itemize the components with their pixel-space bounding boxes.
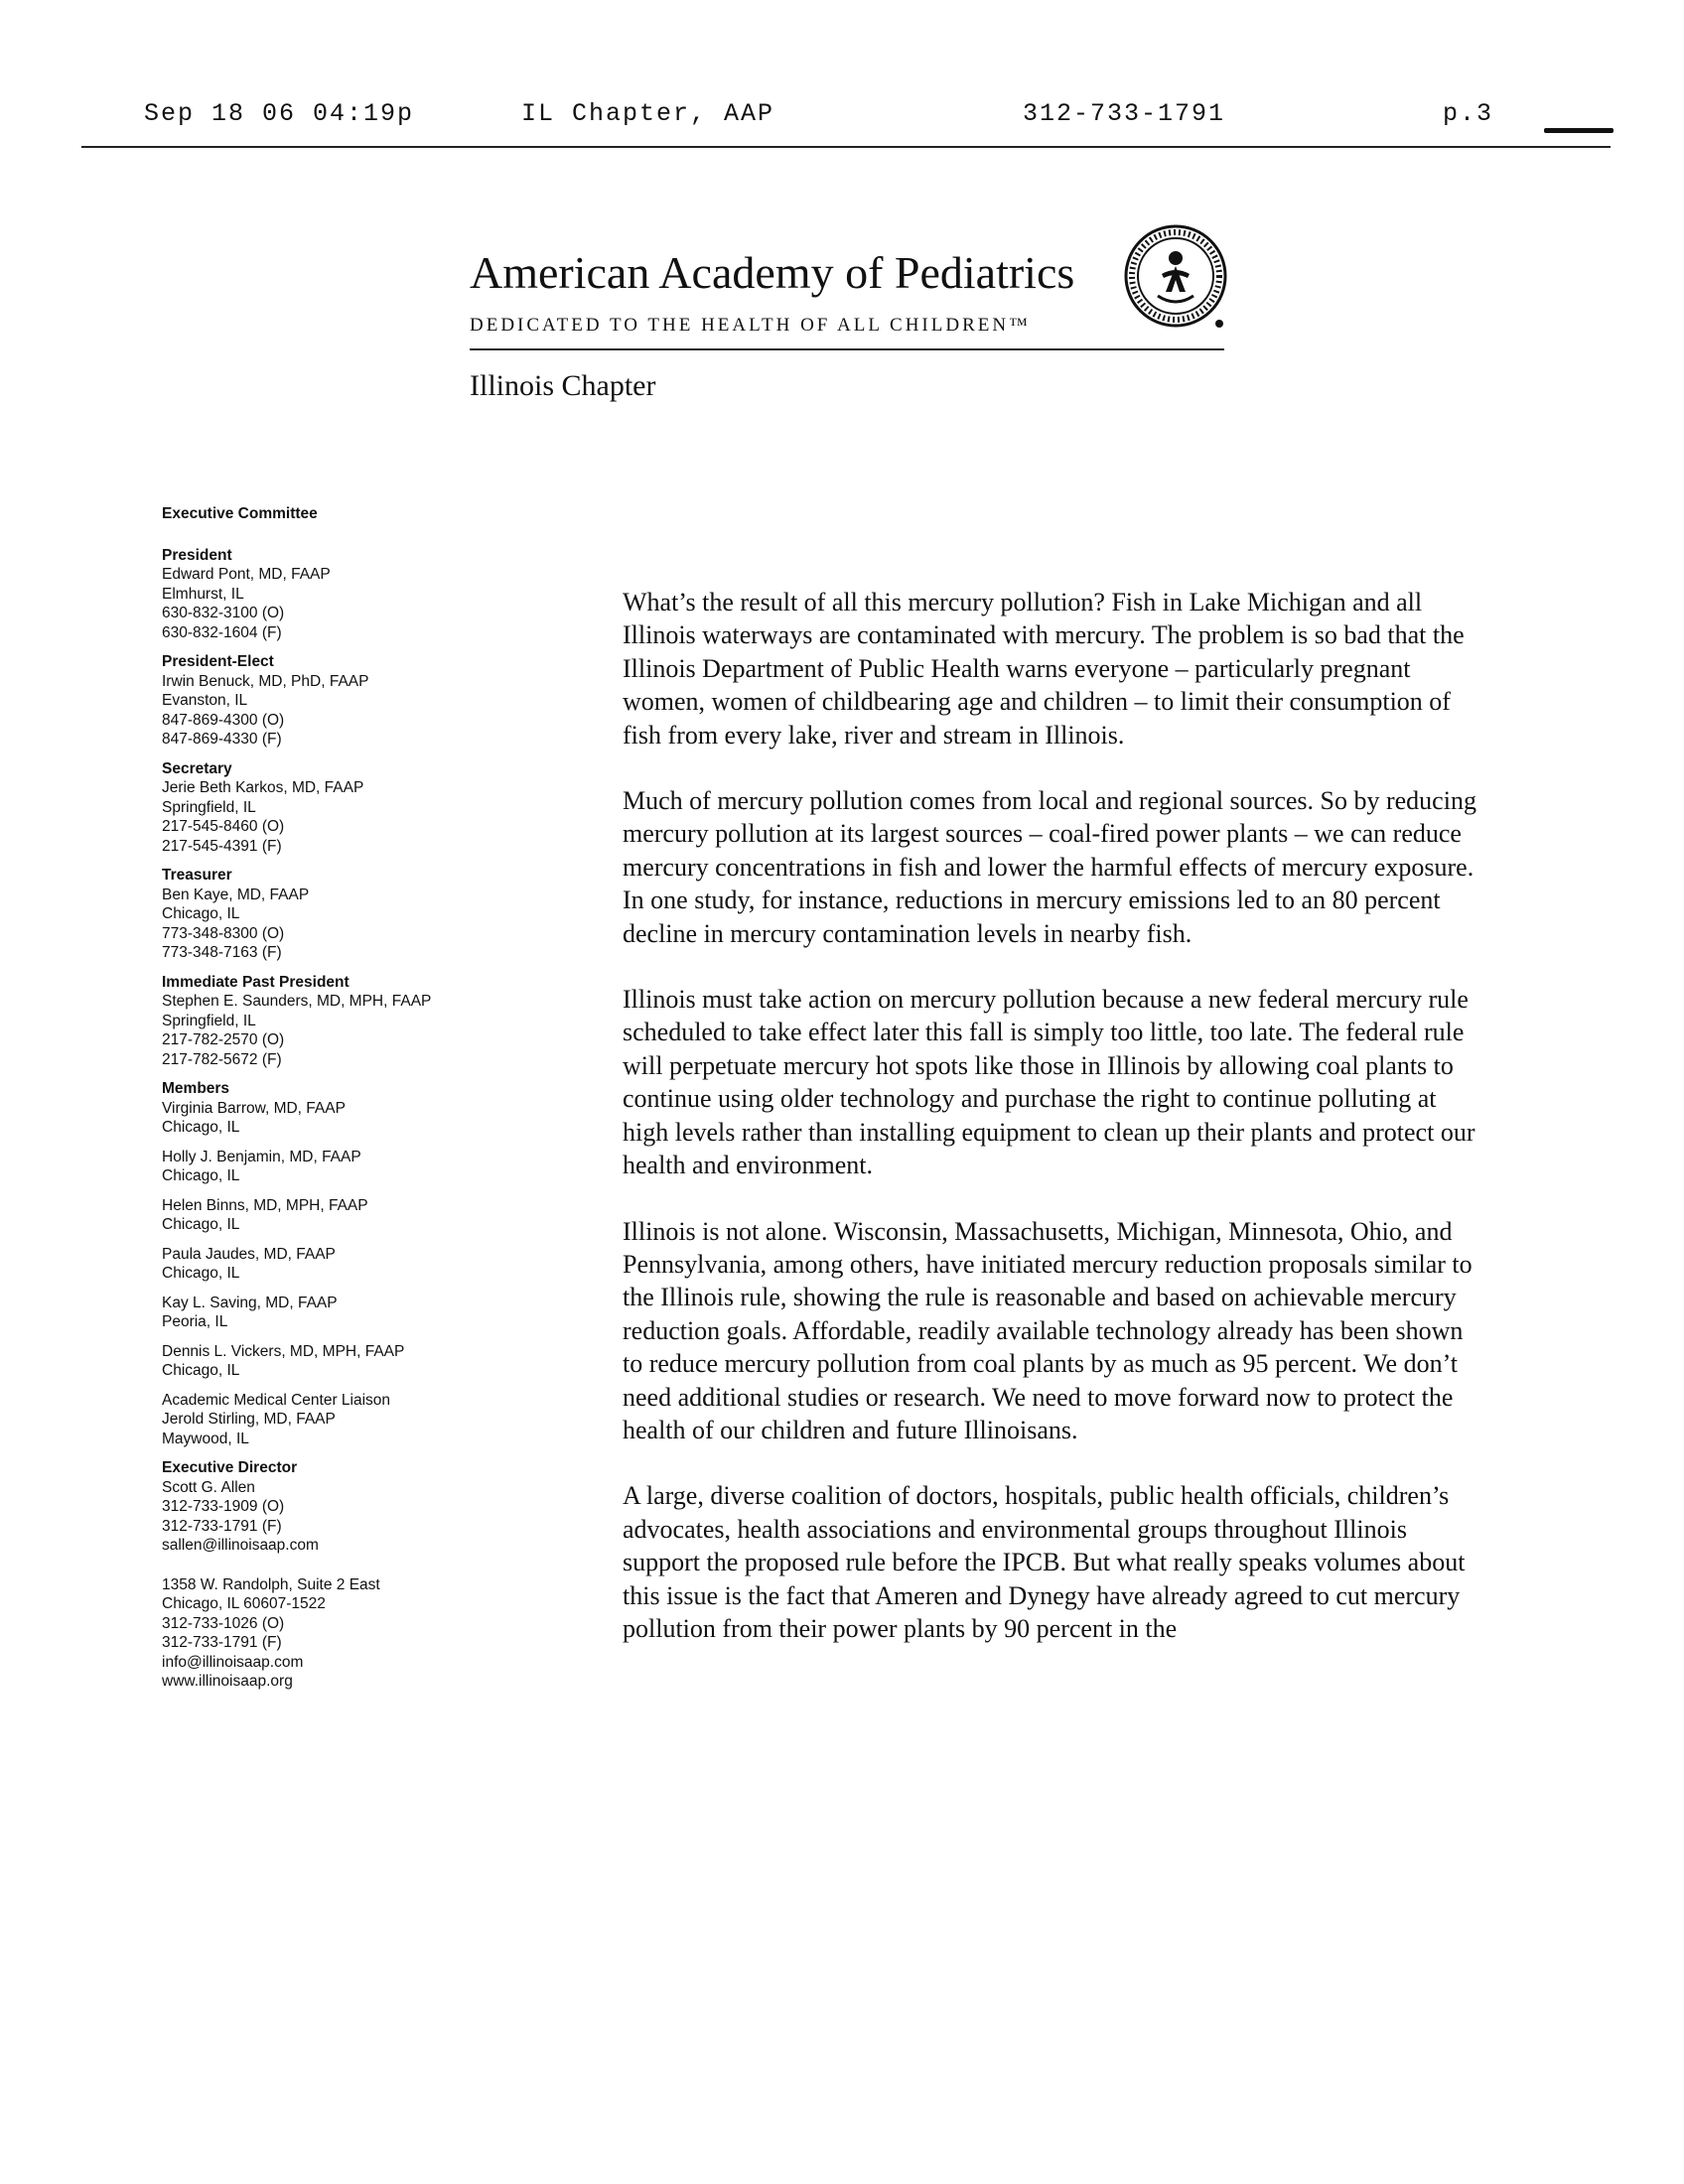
committee-title: Executive Committee [162,505,318,522]
address-line: 1358 W. Randolph, Suite 2 East [162,1575,380,1593]
officer-detail: Chicago, IL [162,1362,240,1379]
officer-detail: Scott G. Allen [162,1478,255,1496]
body-paragraph: A large, diverse coalition of doctors, hospitals, public health officials, children’s advocates, health associations and environmental groups throughout Illinois support the proposed rule before the IPCB. But what really speaks volumes about this issue is the fact that Ameren and Dynegy have already agreed to cut mercury pollution from their power plants by 90 percent in the [623,1481,1466,1643]
officer-detail: Holly J. Benjamin, MD, FAAP [162,1148,361,1165]
officer-role: President [162,546,232,564]
body-paragraph: What’s the result of all this mercury pollution? Fish in Lake Michigan and all Illinois waterways are contaminated with mercury. The problem is so bad that the Illinois Department of Public Health warns everyone – particularly pregnant women, women of childbearing age and children – to limit their consumption of fish from every lake, river and stream in Illinois. [623,588,1465,750]
officer-list [162,546,490,1556]
officer-detail: 847-869-4330 (F) [162,731,282,748]
officer-detail: 630-832-1604 (F) [162,623,282,641]
officer-detail: 773-348-8300 (O) [162,924,285,942]
officer-detail: 773-348-7163 (F) [162,944,282,961]
officer-entry [162,1245,490,1284]
officer-entry [162,1148,490,1186]
officer-detail: Chicago, IL [162,1265,240,1282]
officer-detail: Maywood, IL [162,1430,249,1447]
executive-committee-sidebar [162,504,490,1692]
officer-detail: Edward Pont, MD, FAAP [162,566,331,583]
fax-sender: IL Chapter, AAP [521,99,775,128]
fax-datetime: Sep 18 06 04:19p [144,99,415,128]
officer-entry [162,1458,490,1556]
officer-detail: 217-782-2570 (O) [162,1031,285,1048]
officer-detail: Jerie Beth Karkos, MD, FAAP [162,779,364,796]
body-paragraph: Illinois is not alone. Wisconsin, Massachusetts, Michigan, Minnesota, Ohio, and Pennsylvania, among others, have initiated mercury reduction proposals similar to the Illinois rule, showing the rule is reasonable and based on achievable mercury reduction goals. Affordable, readily available technology already has been shown to reduce mercury pollution from coal plants by as much as 95 percent. We don’t need additional studies or research. We need to move forward now to protect the health of our children and future Illinoisans. [623,1216,1473,1444]
officer-entry [162,866,490,963]
officer-entry [162,973,490,1070]
officer-entry [162,759,490,857]
officer-detail: Peoria, IL [162,1313,228,1330]
address-line: 312-733-1791 (F) [162,1634,282,1651]
officer-entry [162,1079,490,1138]
officer-detail: Chicago, IL [162,1119,240,1136]
officer-detail: Chicago, IL [162,905,240,922]
fax-edge-mark [1544,128,1614,133]
officer-detail: Helen Binns, MD, MPH, FAAP [162,1196,368,1214]
address-line: 312-733-1026 (O) [162,1614,285,1632]
officer-entry [162,1342,490,1381]
body-paragraph: Much of mercury pollution comes from local and regional sources. So by reducing mercury pollution at its largest sources – coal-fired power plants – we can reduce mercury concentrations in fish and lower the harmful effects of mercury exposure. In one study, for instance, reductions in mercury emissions led to an 80 percent decline in mercury contamination levels in nearby fish. [623,786,1476,948]
officer-detail: Evanston, IL [162,692,248,709]
officer-detail: sallen@illinoisaap.com [162,1537,319,1554]
officer-detail: Elmhurst, IL [162,585,244,603]
officer-role: Immediate Past President [162,973,350,991]
officer-detail: 312-733-1909 (O) [162,1498,285,1515]
officer-entry [162,1196,490,1235]
organization-tagline: DEDICATED TO THE HEALTH OF ALL CHILDREN™ [470,315,1031,336]
officer-detail: Springfield, IL [162,798,256,816]
officer-role: Members [162,1080,230,1097]
officer-detail: Springfield, IL [162,1012,256,1029]
fax-phone: 312-733-1791 [1023,99,1226,128]
officer-entry [162,652,490,750]
officer-detail: Virginia Barrow, MD, FAAP [162,1099,346,1117]
aap-seal-logo [1122,222,1229,330]
chapter-address [162,1575,490,1692]
officer-detail: Kay L. Saving, MD, FAAP [162,1294,338,1311]
address-line: info@illinoisaap.com [162,1653,304,1671]
officer-detail: Ben Kaye, MD, FAAP [162,886,310,903]
officer-detail: Paula Jaudes, MD, FAAP [162,1245,336,1263]
officer-entry [162,1391,490,1449]
fax-header-rule [81,146,1611,148]
body-paragraph: Illinois must take action on mercury pollution because a new federal mercury rule scheduled to take effect later this fall is simply too little, too late. The federal rule will perpetuate mercury hot spots like those in Illinois by allowing coal plants to continue using older technology and purchase the right to continue polluting at high levels rather than installing equipment to clean up their plants and protect our health and environment. [623,985,1475,1180]
officer-detail: Irwin Benuck, MD, PhD, FAAP [162,672,369,690]
chapter-name: Illinois Chapter [470,369,656,402]
address-line: www.illinoisaap.org [162,1673,293,1690]
officer-entry [162,546,490,643]
address-line: Chicago, IL 60607-1522 [162,1595,326,1612]
officer-detail: Chicago, IL [162,1216,240,1233]
letter-body [623,586,1476,1678]
officer-role: President-Elect [162,653,274,670]
officer-detail: Academic Medical Center Liaison [162,1391,391,1409]
officer-detail: 847-869-4300 (O) [162,711,285,729]
officer-role: Executive Director [162,1459,298,1476]
fax-page-number: p.3 [1443,99,1494,128]
officer-detail: Chicago, IL [162,1167,240,1184]
officer-entry [162,1294,490,1332]
officer-detail: Dennis L. Vickers, MD, MPH, FAAP [162,1342,405,1360]
officer-role: Secretary [162,759,232,777]
letterhead-rule [470,348,1224,350]
officer-detail: Stephen E. Saunders, MD, MPH, FAAP [162,993,432,1010]
officer-detail: Jerold Stirling, MD, FAAP [162,1411,336,1428]
officer-detail: 217-782-5672 (F) [162,1050,282,1068]
officer-role: Treasurer [162,867,232,884]
organization-name: American Academy of Pediatrics [470,247,1075,298]
officer-detail: 217-545-8460 (O) [162,818,285,835]
officer-detail: 630-832-3100 (O) [162,605,285,621]
officer-detail: 217-545-4391 (F) [162,837,282,855]
officer-detail: 312-733-1791 (F) [162,1517,282,1535]
fax-header [144,99,1504,139]
